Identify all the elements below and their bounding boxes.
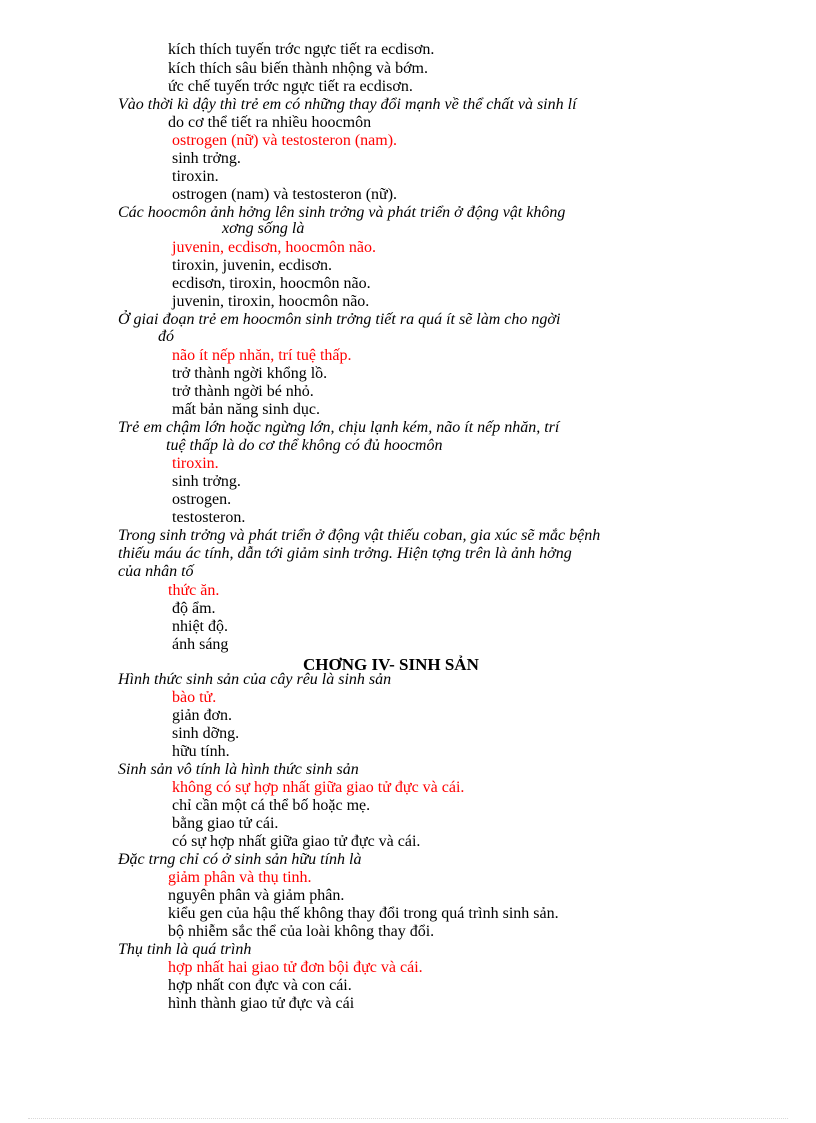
question-text: Đặc trng chỉ có ở sinh sản hữu tính là [118,851,362,868]
answer-option: hợp nhất con đực và con cái. [168,977,352,994]
answer-option: kiểu gen của hậu thế không thay đổi trong quá trình sinh sản. [168,905,559,922]
answer-option: sinh dỡng. [172,725,240,742]
answer-line: ức chế tuyến trớc ngực tiết ra ecdisơn. [168,78,413,95]
answer-option: trở thành ngời bé nhỏ. [172,383,314,400]
chapter-heading: CHƠNG IV- SINH SẢN [303,655,479,674]
question-text: Vào thời kì dậy thì trẻ em có những thay đổi mạnh về thể chất và sinh lí [118,96,577,113]
answer-option: giản đơn. [172,707,233,724]
question-text: do cơ thể tiết ra nhiều hoocmôn [168,114,372,131]
correct-answer: juvenin, ecdisơn, hoocmôn não. [172,239,376,256]
question-text: Các hoocmôn ảnh hởng lên sinh trởng và phát triển ở động vật không [118,204,566,221]
answer-option: tiroxin, juvenin, ecdisơn. [172,257,332,274]
correct-answer: não ít nếp nhăn, trí tuệ thấp. [172,347,352,364]
question-text: xơng sống là [222,220,305,237]
correct-answer: bào tử. [172,689,217,706]
answer-option: có sự hợp nhất giữa giao tử đực và cái. [172,833,421,850]
question-text: Trong sinh trởng và phát triển ở động vật thiếu coban, gia xúc sẽ mắc bệnh [118,527,601,544]
question-text: thiếu máu ác tính, dẫn tới giảm sinh trởng. Hiện tợng trên là ảnh hởng [118,545,572,562]
answer-option: ánh sáng [172,636,229,653]
answer-option: nhiệt độ. [172,618,228,635]
correct-answer: không có sự hợp nhất giữa giao tử đực và cái. [172,779,465,796]
question-text: Ở giai đoạn trẻ em hoocmôn sinh trởng tiết ra quá ít sẽ làm cho ngời [118,311,561,328]
question-text: Thụ tinh là quá trình [118,941,252,958]
page-bottom-rule [28,1118,788,1119]
answer-option: mất bản năng sinh dục. [172,401,320,418]
correct-answer: giảm phân và thụ tinh. [168,869,312,886]
answer-option: bằng giao tử cái. [172,815,279,832]
correct-answer: tiroxin. [172,455,219,472]
answer-option: độ ẩm. [172,600,216,617]
answer-option: sinh trởng. [172,150,241,167]
correct-answer: thức ăn. [168,582,220,599]
answer-option: sinh trởng. [172,473,241,490]
answer-option: ostrogen. [172,491,232,508]
answer-option: testosteron. [172,509,246,526]
correct-answer: ostrogen (nữ) và testosteron (nam). [172,132,398,149]
question-text: Trẻ em chậm lớn hoặc ngừng lớn, chịu lạnh kém, não ít nếp nhăn, trí [118,419,560,436]
answer-option: hữu tính. [172,743,230,760]
answer-line: kích thích tuyến trớc ngực tiết ra ecdisơn. [168,41,435,58]
answer-option: bộ nhiễm sắc thể của loài không thay đổi. [168,923,435,940]
question-text: của nhân tố [118,563,194,580]
correct-answer: hợp nhất hai giao tử đơn bội đực và cái. [168,959,423,976]
answer-option: hình thành giao tử đực và cái [168,995,355,1012]
answer-option: juvenin, tiroxin, hoocmôn não. [172,293,370,310]
question-text: Hình thức sinh sản của cây rêu là sinh sản [118,671,392,688]
answer-option: ecdisơn, tiroxin, hoocmôn não. [172,275,371,292]
answer-option: tiroxin. [172,168,219,185]
question-text: đó [158,328,174,345]
answer-line: kích thích sâu biến thành nhộng và bớm. [168,60,428,77]
answer-option: nguyên phân và giảm phân. [168,887,345,904]
answer-option: chỉ cần một cá thể bố hoặc mẹ. [172,797,371,814]
answer-option: trở thành ngời khổng lồ. [172,365,328,382]
question-text: tuệ thấp là do cơ thể không có đủ hoocmôn [166,437,443,454]
question-text: Sinh sản vô tính là hình thức sinh sản [118,761,359,778]
answer-option: ostrogen (nam) và testosteron (nữ). [172,186,398,203]
